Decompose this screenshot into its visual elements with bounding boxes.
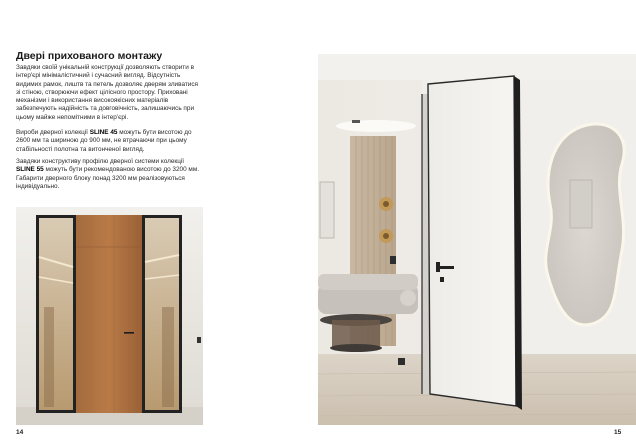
glass-door-photo (16, 207, 203, 425)
page-number-left: 14 (16, 429, 24, 436)
sline55-highlight: SLINE 55 (16, 166, 44, 174)
right-page (318, 0, 636, 445)
sline45-text-before: Вироби дверної колекції (16, 129, 90, 136)
sline45-text-after: можуть бути висотою до 2600 мм та шириною до 900 мм, не втрачаючи при цьому стабільності полотна та витонченої вигляд. (16, 129, 192, 153)
intro-text: Завдяки своїй унікальній конструкції дозволяють створити в інтер'єрі мінімалістичний і сучасний вигляд. Відсутність видимих рамок, лиштв та петель дозволяє дверям зливатися зі стіною, створюючи ефект цілісного простору. Приховані механізми і використання високоякісних матеріалів забезпечують надійність та довговічність, залишаючись при цьому майже непомітними в інтер'єрі. (16, 64, 199, 121)
hidden-door-interior-photo (318, 54, 636, 425)
page-number-right: 15 (614, 429, 622, 436)
page-title: Двері прихованого монтажу (16, 50, 163, 62)
sline55-text-after: можуть бути рекомендованою висотою до 3200 мм. Габарити дверного блоку понад 3200 мм реалізовуються індивідуально. (16, 166, 199, 190)
sline55-paragraph (16, 158, 201, 191)
interior-illustration (318, 54, 636, 425)
glass-door-illustration (16, 207, 203, 425)
sline55-text-before: Завдяки конструктиву профілю дверної системи колекції (16, 158, 185, 165)
sline45-highlight: SLINE 45 (89, 129, 118, 136)
sline45-paragraph (16, 129, 201, 154)
intro-paragraph (16, 64, 201, 122)
